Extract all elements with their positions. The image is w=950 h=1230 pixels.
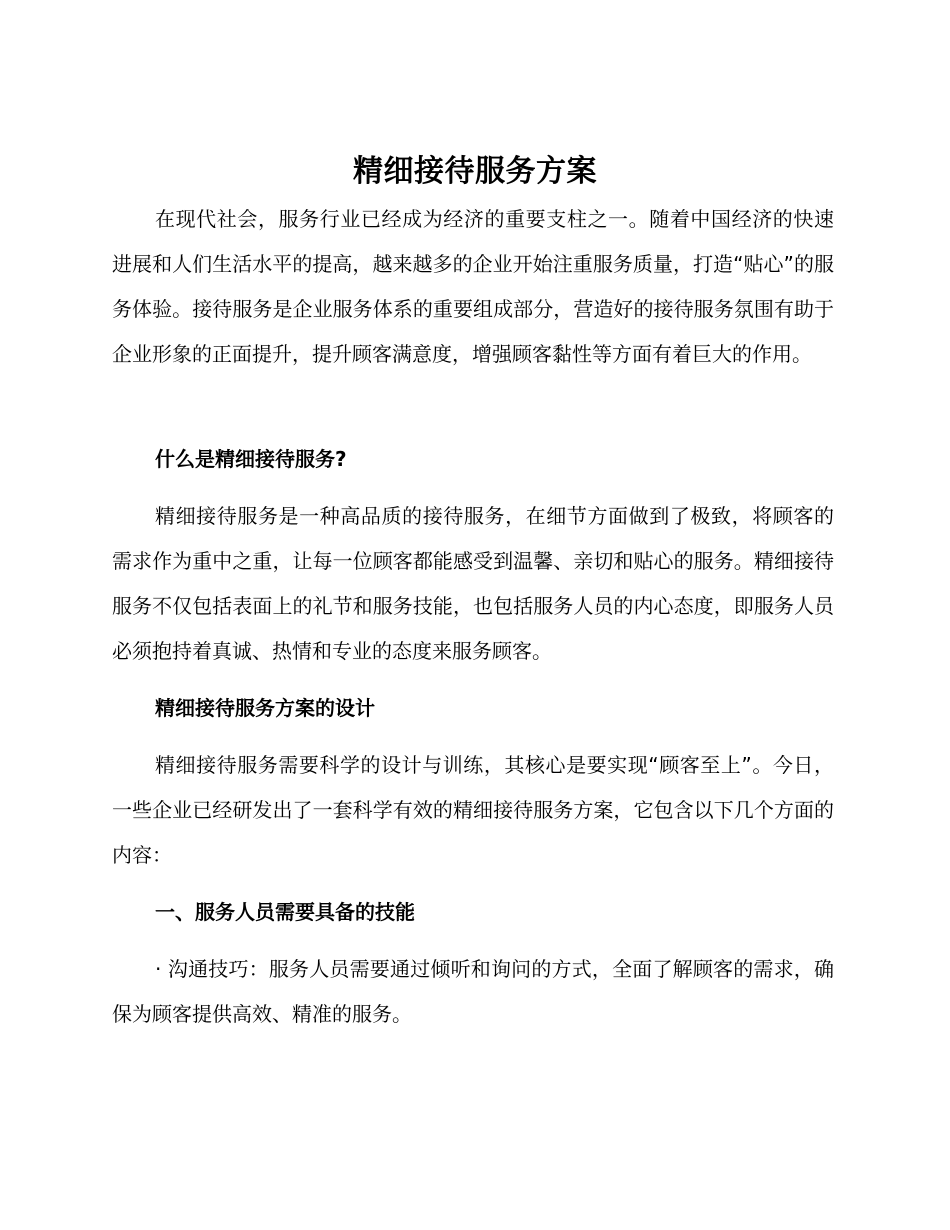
section-heading-what-is: 什么是精细接待服务? — [155, 447, 347, 471]
bullet-item-communication: · 沟通技巧：服务人员需要通过倾听和询问的方式，全面了解顾客的需求，确保为顾客提供高效、精准的服务。 — [112, 957, 834, 1026]
section-paragraph-what-is: 精细接待服务是一种高品质的接待服务，在细节方面做到了极致，将顾客的需求作为重中之重，让每一位顾客都能感受到温馨、亲切和贴心的服务。精细接待服务不仅包括表面上的礼节和服务技能，也包括服务人员的内心态度，即服务人员必须抱持着真诚、热情和专业的态度来服务顾客。 — [112, 504, 834, 663]
section-paragraph-design: 精细接待服务需要科学的设计与训练，其核心是要实现“顾客至上”。今日，一些企业已经研发出了一套科学有效的精细接待服务方案，它包含以下几个方面的内容： — [112, 753, 834, 867]
section-heading-design: 精细接待服务方案的设计 — [155, 696, 375, 720]
document-title: 精细接待服务方案 — [353, 154, 597, 189]
subsection-heading-skills: 一、服务人员需要具备的技能 — [155, 900, 415, 924]
intro-paragraph: 在现代社会，服务行业已经成为经济的重要支柱之一。随着中国经济的快速进展和人们生活水平的提高，越来越多的企业开始注重服务质量，打造“贴心”的服务体验。接待服务是企业服务体系的重要组成部分，营造好的接待服务氛围有助于企业形象的正面提升，提升顾客满意度，增强顾客黏性等方面有着巨大的作用。 — [112, 207, 834, 366]
